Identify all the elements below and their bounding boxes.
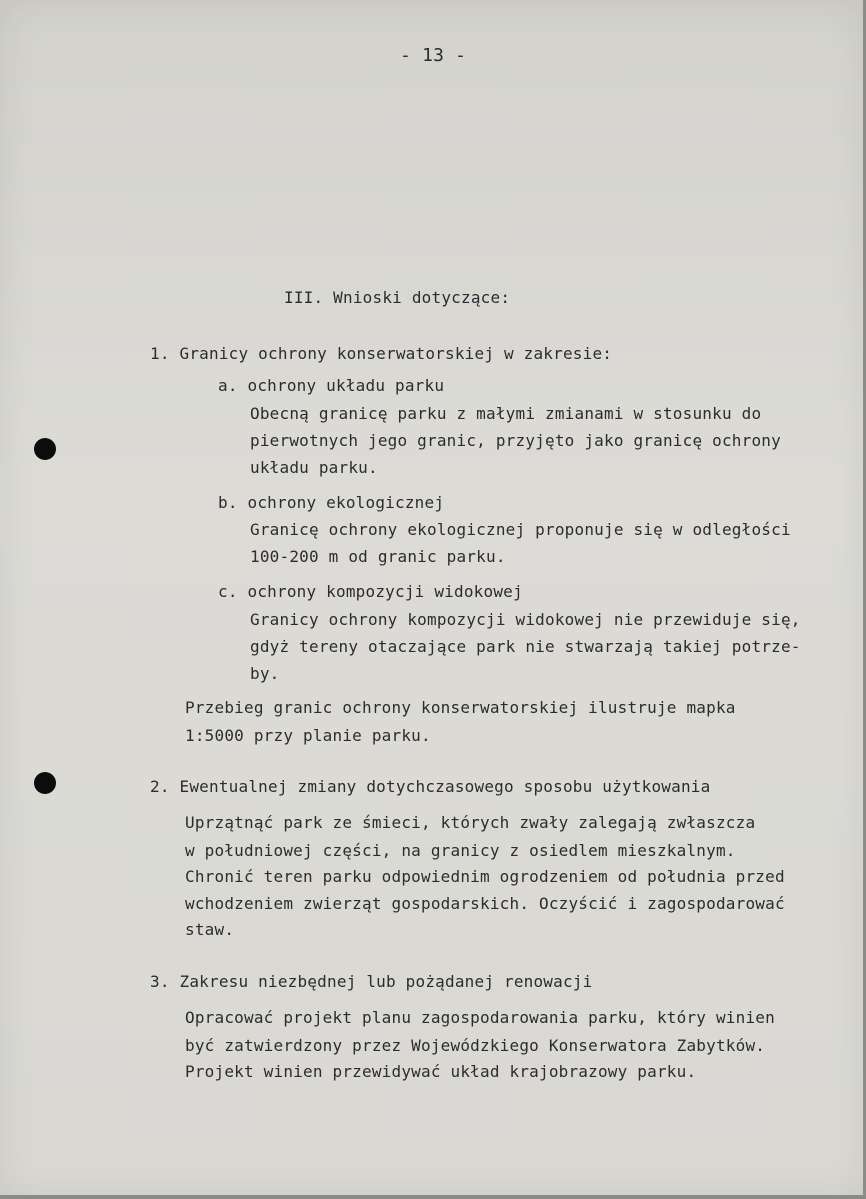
point-1a-line-1: Obecną granicę parku z małymi zmianami w stosunku do [250,404,762,423]
point-1-summary-line-1: Przebieg granic ochrony konserwatorskiej ilustruje mapka [185,698,736,717]
point-3-line-2: być zatwierdzony przez Wojewódzkiego Konserwatora Zabytków. [185,1036,766,1055]
point-1-summary-line-2: 1:5000 przy planie parku. [185,726,431,745]
point-1a-line-3: układu parku. [250,458,378,477]
point-1a-line-2: pierwotnych jego granic, przyjęto jako granicę ochrony [250,431,781,450]
point-1b-label: b. ochrony ekologicznej [218,493,445,512]
point-2-title: 2. Ewentualnej zmiany dotychczasowego sposobu użytkowania [150,777,711,796]
point-1c-line-1: Granicy ochrony kompozycji widokowej nie przewiduje się, [250,610,801,629]
point-2-line-5: staw. [185,920,235,939]
point-3-line-3: Projekt winien przewidywać układ krajobrazowy parku. [185,1062,697,1081]
page-number: - 13 - [400,45,467,66]
point-2-line-3: Chronić teren parku odpowiednim ogrodzeniem od południa przed [185,867,785,886]
point-2-line-2: w południowej części, na granicy z osiedlem mieszkalnym. [185,841,736,860]
point-2-line-4: wchodzeniem zwierząt gospodarskich. Oczyścić i zagospodarować [185,894,785,913]
point-1a-label: a. ochrony układu parku [218,376,445,395]
point-1c-label: c. ochrony kompozycji widokowej [218,582,523,601]
punch-hole-bottom [34,772,56,794]
page-edge-bottom [0,1195,866,1199]
point-1c-line-3: by. [250,664,280,683]
punch-hole-top [34,438,56,460]
point-1b-line-2: 100-200 m od granic parku. [250,547,506,566]
point-3-title: 3. Zakresu niezbędnej lub pożądanej renowacji [150,972,593,991]
point-2-line-1: Uprzątnąć park ze śmieci, których zwały zalegają zwłaszcza [185,813,756,832]
point-1b-line-1: Granicę ochrony ekologicznej proponuje się w odległości [250,520,791,539]
point-1c-line-2: gdyż tereny otaczające park nie stwarzają takiej potrze- [250,637,801,656]
point-3-line-1: Opracować projekt planu zagospodarowania parku, który winien [185,1008,775,1027]
point-1-title: 1. Granicy ochrony konserwatorskiej w zakresie: [150,344,613,363]
section-heading: III. Wnioski dotyczące: [284,288,511,307]
